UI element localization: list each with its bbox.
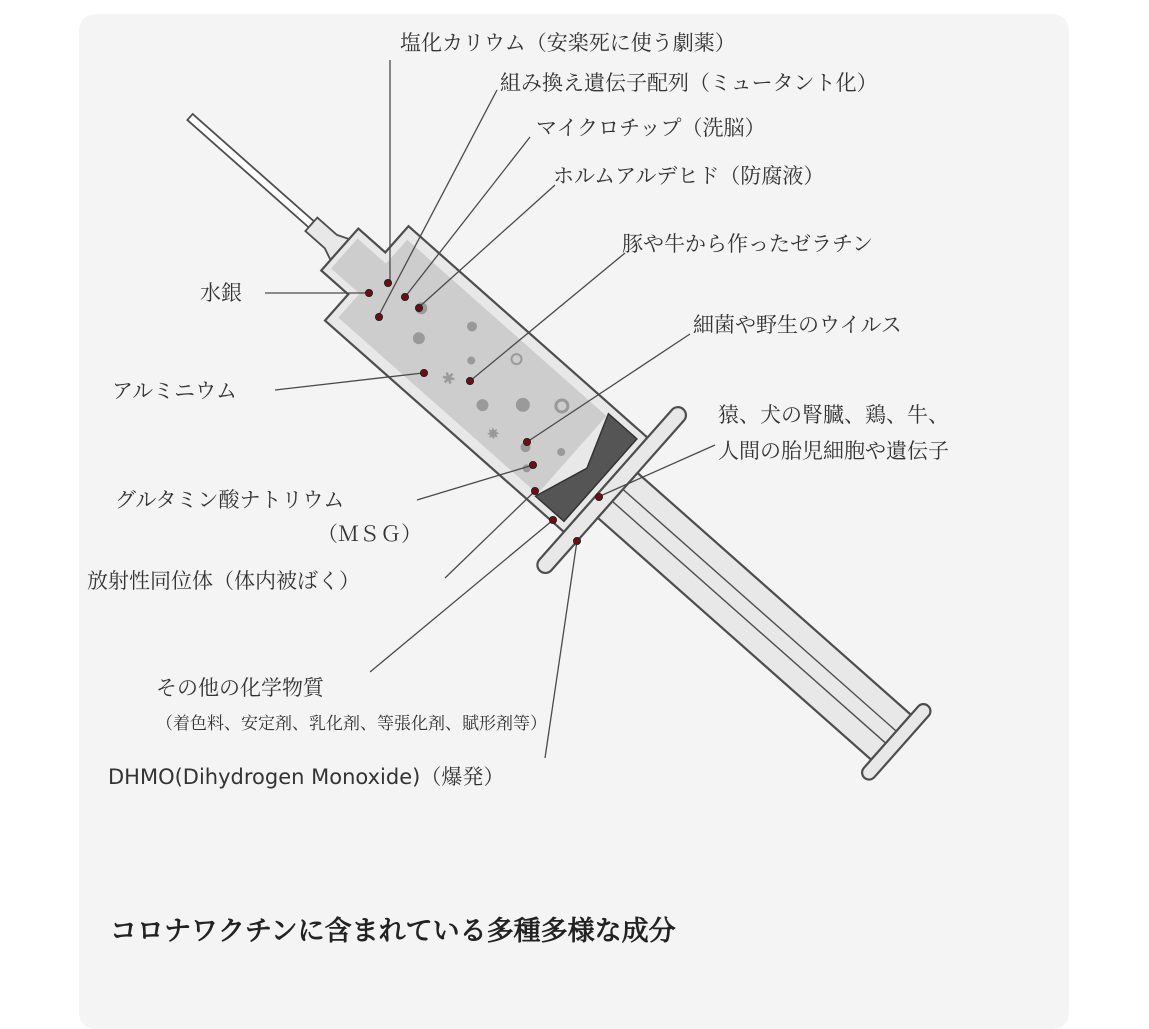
diagram-caption: コロナワクチンに含まれている多種多様な成分 xyxy=(110,916,676,947)
syringe-illustration xyxy=(118,36,973,827)
marker-dot xyxy=(595,493,602,500)
marker-dot xyxy=(415,304,422,311)
marker-dot xyxy=(365,289,372,296)
syringe-needle xyxy=(181,107,349,260)
marker-dot xyxy=(523,438,530,445)
label-msg-line2: （ＭＳＧ） xyxy=(317,522,422,546)
label-chemicals-line1: その他の化学物質 xyxy=(156,676,324,700)
marker-dot xyxy=(375,313,382,320)
label-msg-line1: グルタミン酸ナトリウム xyxy=(115,488,345,512)
marker-dot xyxy=(549,516,556,523)
label-animal-cells-line1: 猿、犬の腎臓、鶏、牛、 xyxy=(718,403,949,427)
label-animal-cells-line2: 人間の胎児細胞や遺伝子 xyxy=(718,439,949,463)
label-dhmo: DHMO(Dihydrogen Monoxide)（爆発） xyxy=(108,765,505,789)
plunger-rod xyxy=(586,459,933,782)
label-radioisotope: 放射性同位体（体内被ばく） xyxy=(87,569,360,593)
marker-dot xyxy=(420,369,427,376)
label-microchip: マイクロチップ（洗脳） xyxy=(536,116,766,140)
marker-dot xyxy=(573,537,580,544)
label-bacteria-virus: 細菌や野生のウイルス xyxy=(693,313,902,337)
label-potassium-chloride: 塩化カリウム（安楽死に使う劇薬） xyxy=(400,31,736,55)
label-chemicals-line2: （着色料、安定剤、乳化剤、等張化剤、賦形剤等） xyxy=(156,714,547,734)
marker-dot xyxy=(384,279,391,286)
label-recombinant-gene: 組み換え遺伝子配列（ミュータント化） xyxy=(500,71,878,95)
marker-dot xyxy=(466,377,473,384)
marker-dot xyxy=(531,487,538,494)
marker-dot xyxy=(529,461,536,468)
label-gelatin: 豚や牛から作ったゼラチン xyxy=(622,232,873,256)
svg-text:✸: ✸ xyxy=(481,422,505,446)
label-formaldehyde: ホルムアルデヒド（防腐液） xyxy=(553,164,825,188)
marker-dot xyxy=(401,293,408,300)
svg-text:✱: ✱ xyxy=(437,366,460,390)
label-mercury: 水銀 xyxy=(200,281,242,305)
label-aluminum: アルミニウム xyxy=(112,379,237,403)
